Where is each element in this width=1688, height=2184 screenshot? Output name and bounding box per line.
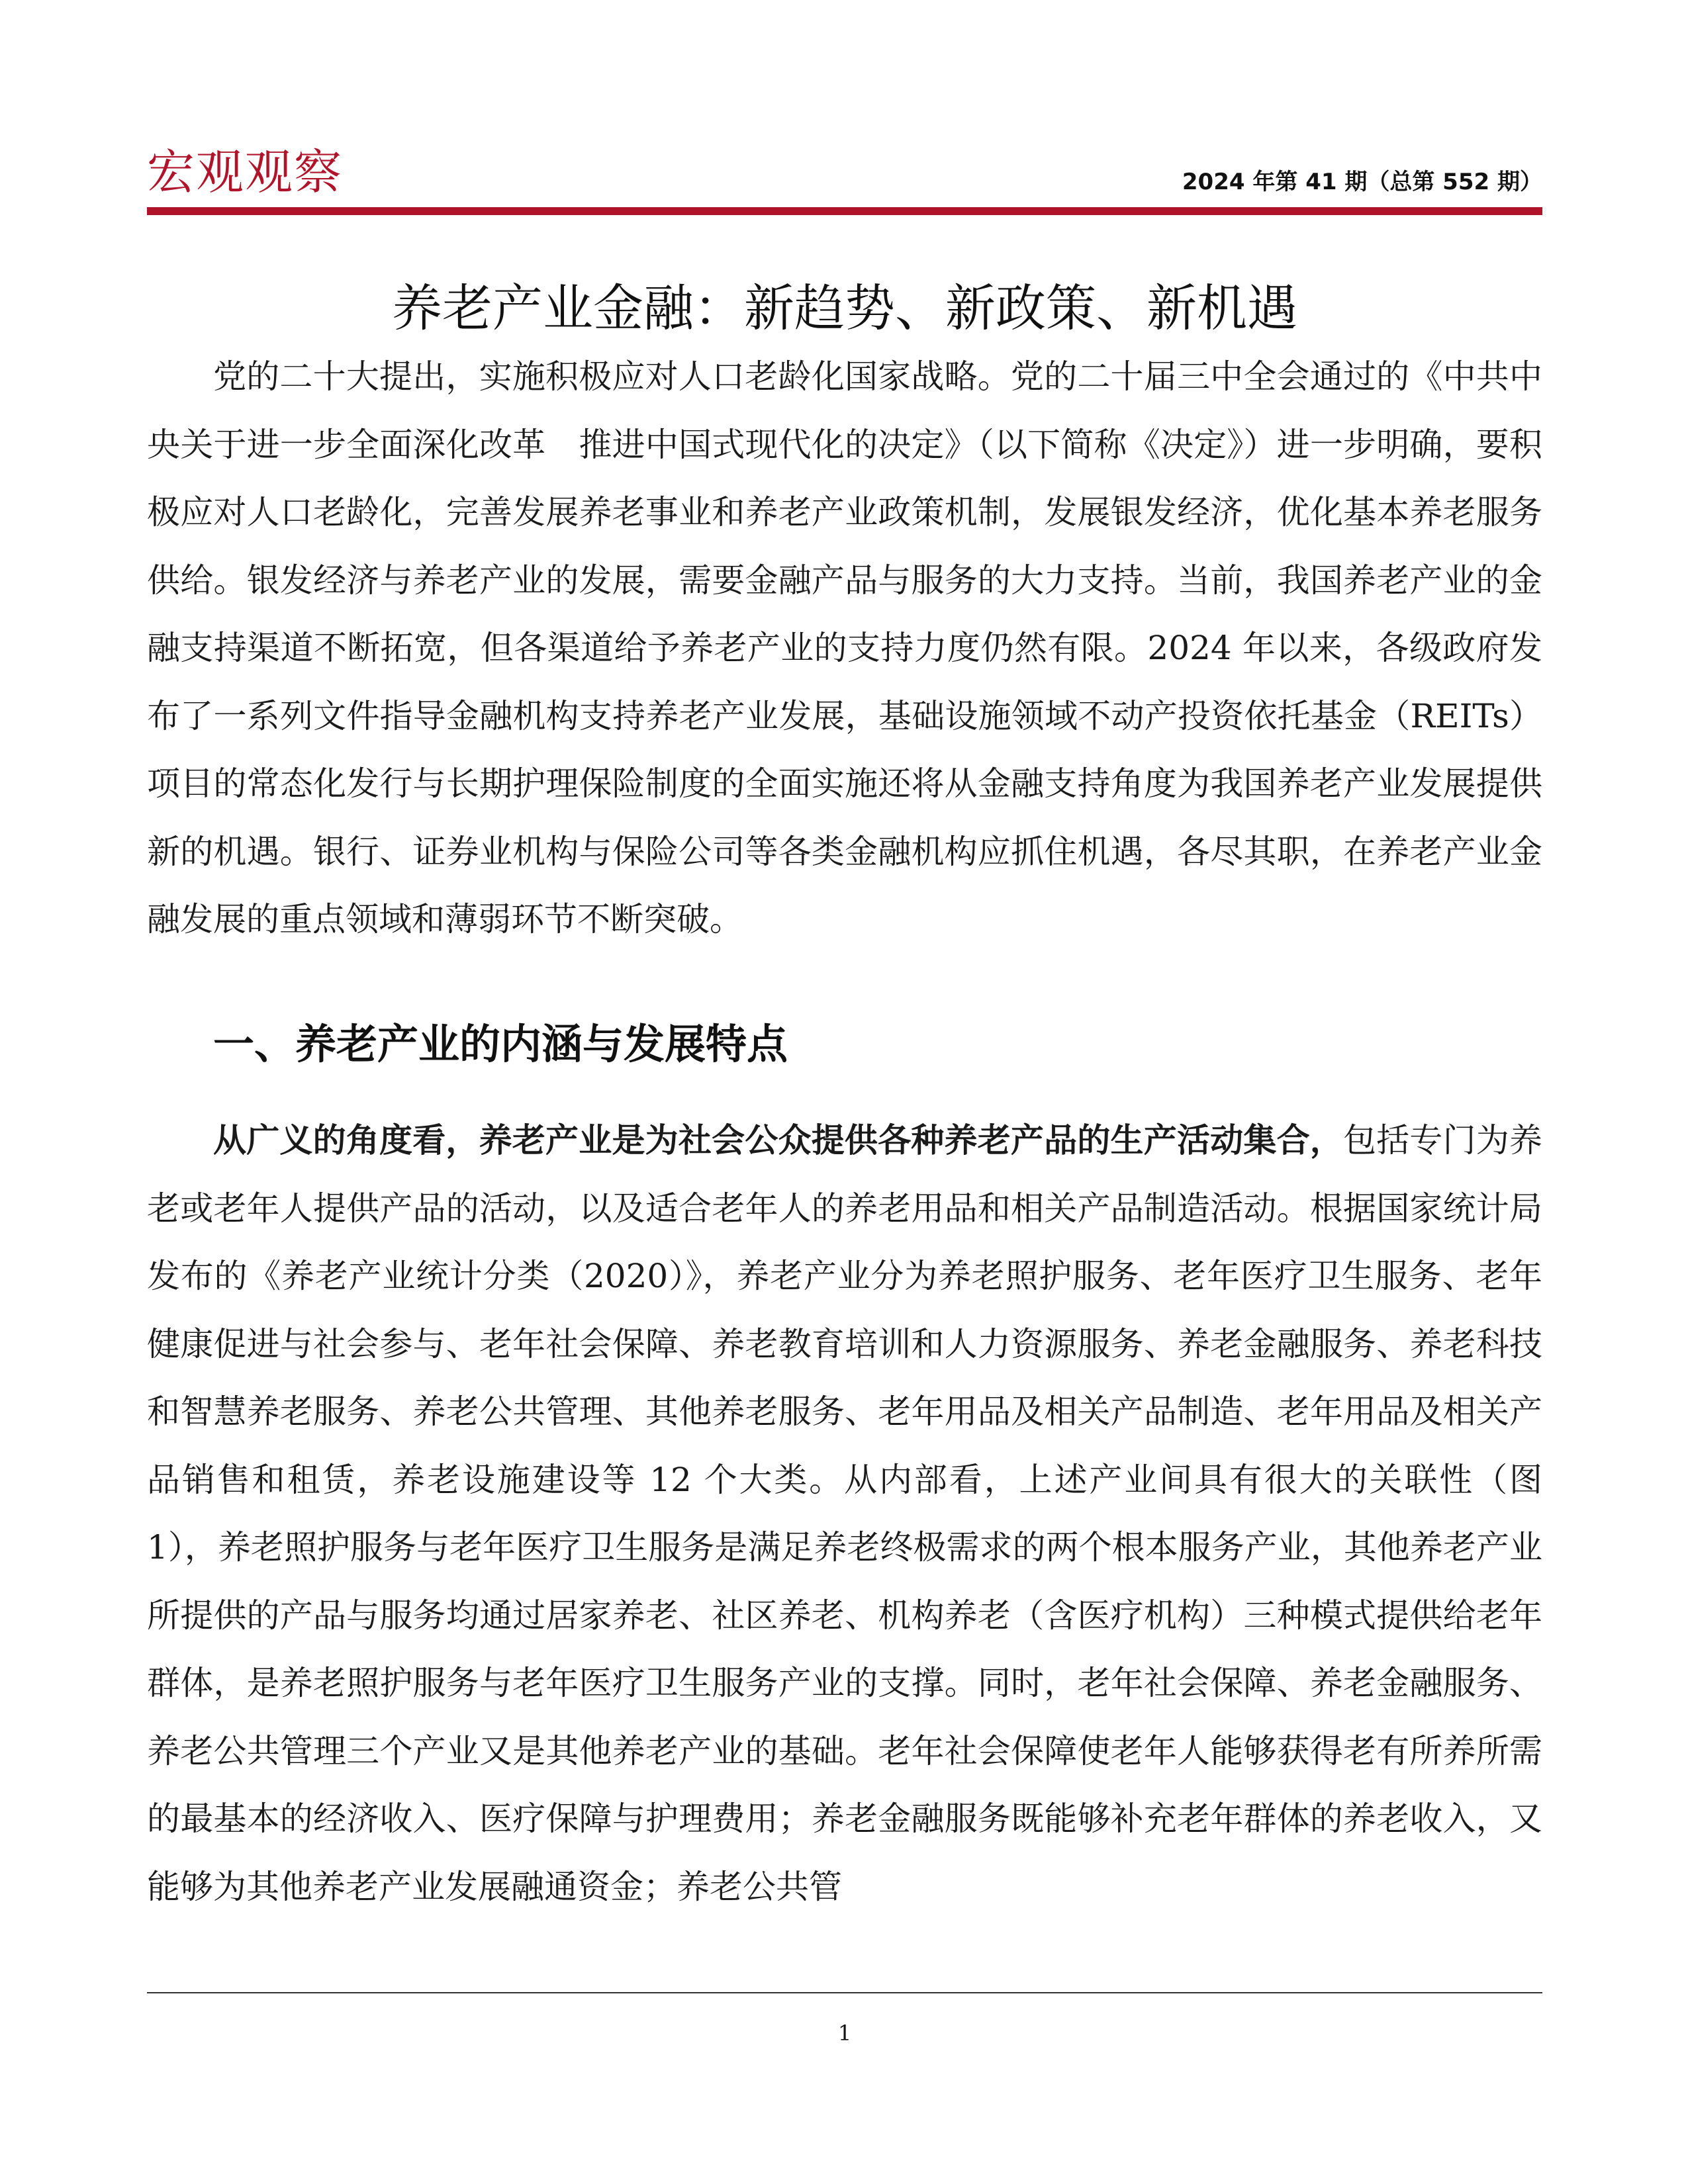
article-title: 养老产业金融：新趋势、新政策、新机遇 <box>392 278 1297 338</box>
issue-number: 2024 年第 41 期（总第 552 期） <box>1182 169 1542 195</box>
section-paragraph <box>147 1107 1542 1921</box>
publication-brand: 宏观观察 <box>147 144 344 200</box>
page-header <box>147 142 1542 208</box>
section-heading: 一、养老产业的内涵与发展特点 <box>213 1020 788 1068</box>
page-number: 1 <box>837 2021 852 2046</box>
footer-divider <box>147 1992 1542 1993</box>
intro-paragraph: 党的二十大提出，实施积极应对人口老龄化国家战略。党的二十届三中全会通过的《中共中央关于进一步全面深化改革 推进中国式现代化的决定》（以下简称《决定》）进一步明确，要积极应对人口老龄化，完善发展养老事业和养老产业政策机制，发展银发经济，优化基本养老服务供给。银发经济与养老产业的发展，需要金融产品与服务的大力支持。当前，我国养老产业的金融支持渠道不断拓宽，但各渠道给予养老产业的支持力度仍然有限。2024 年以来，各级政府发布了一系列文件指导金融机构支持养老产业发展，基础设施领域不动产投资依托基金（REITs）项目的常态化发行与长期护理保险制度的全面实施还将从金融支持角度为我国养老产业发展提供新的机遇。银行、证券业机构与保险公司等各类金融机构应抓住机遇，各尽其职，在养老产业金融发展的重点领域和薄弱环节不断突破。 <box>147 357 1542 938</box>
paragraph-lead-sentence: 从广义的角度看，养老产业是为社会公众提供各种养老产品的生产活动集合， <box>213 1121 1343 1160</box>
header-divider <box>147 207 1542 215</box>
paragraph-body: 包括专门为养老或老年人提供产品的活动，以及适合老年人的养老用品和相关产品制造活动。根据国家统计局发布的《养老产业统计分类（2020）》，养老产业分为养老照护服务、老年医疗卫生服务、老年健康促进与社会参与、老年社会保障、养老教育培训和人力资源服务、养老金融服务、养老科技和智慧养老服务、养老公共管理、其他养老服务、老年用品及相关产品制造、老年用品及相关产品销售和租赁，养老设施建设等 12 个大类。从内部看，上述产业间具有很大的关联性（图 1），养老照护服务与老年医疗卫生服务是满足养老终极需求的两个根本服务产业，其他养老产业所提供的产品与服务均通过居家养老、社区养老、机构养老（含医疗机构）三种模式提供给老年群体，是养老照护服务与老年医疗卫生服务产业的支撑。同时，老年社会保障、养老金融服务、养老公共管理三个产业又是其他养老产业的基础。老年社会保障使老年人能够获得老有所养所需的最基本的经济收入、医疗保障与护理费用；养老金融服务既能够补充老年群体的养老收入，又能够为其他养老产业发展融通资金；养老公共管 <box>147 1121 1543 1906</box>
